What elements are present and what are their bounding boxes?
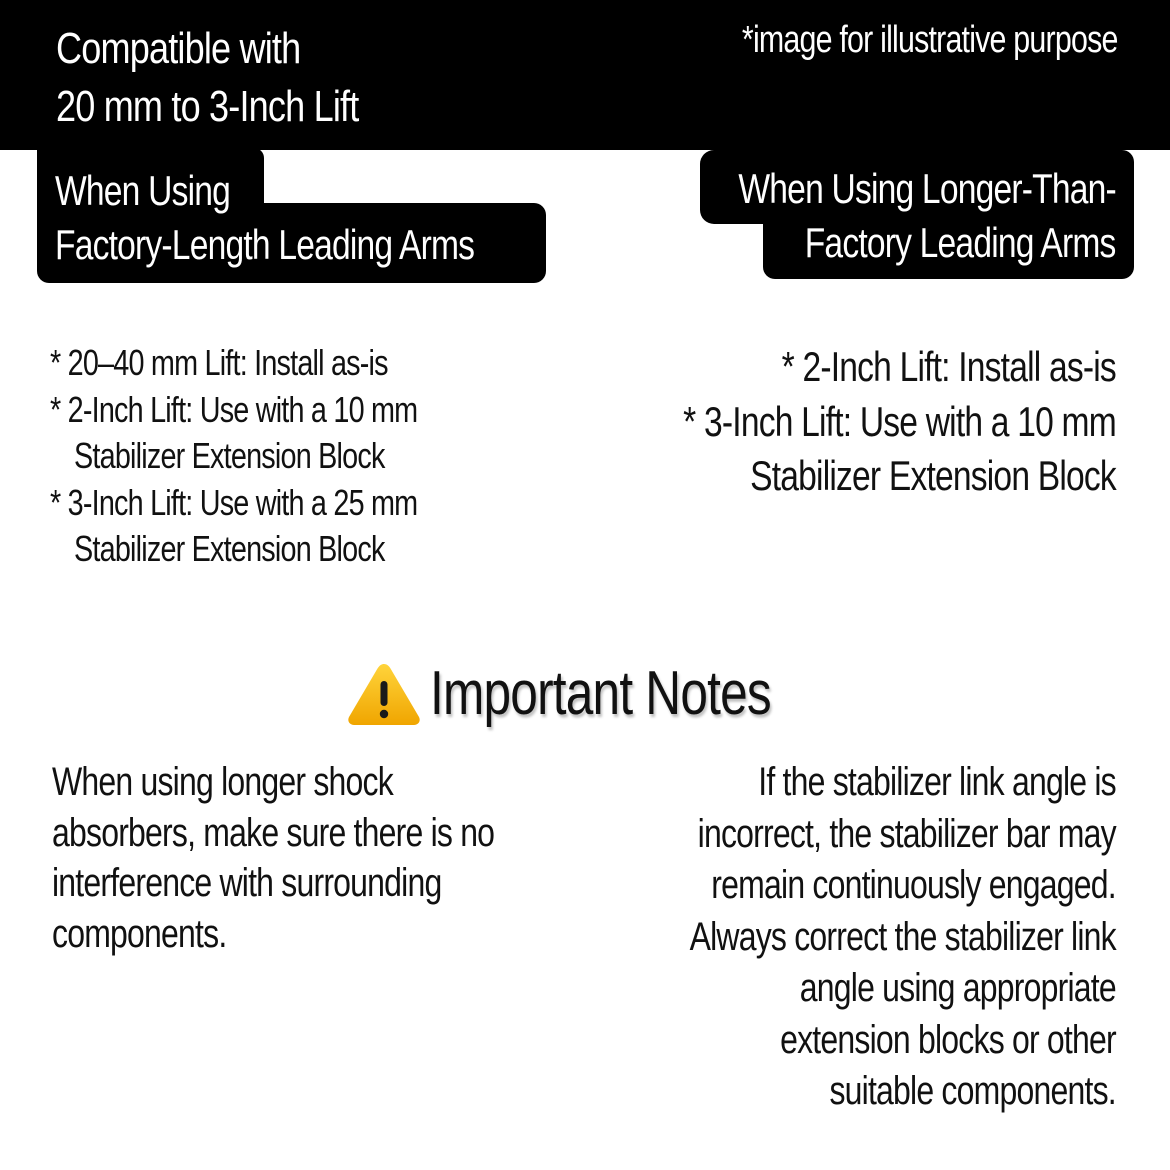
right-tab-heading-line-2: Factory Leading Arms bbox=[805, 219, 1116, 266]
list-item-text: 20–40 mm Lift: Install as-is bbox=[67, 342, 388, 383]
list-item-text: 3-Inch Lift: Use with a 25 mm bbox=[67, 481, 418, 523]
warning-icon bbox=[346, 661, 422, 727]
note-line: suitable components. bbox=[829, 1069, 1116, 1113]
note-line: incorrect, the stabilizer bar may bbox=[697, 811, 1116, 856]
list-item bbox=[683, 340, 1116, 395]
left-tab-heading-line-2: Factory-Length Leading Arms bbox=[55, 221, 475, 268]
compatibility-title-line-1: Compatible with bbox=[56, 24, 301, 73]
bullet-asterisk: * bbox=[781, 343, 794, 390]
important-notes-title: Important Notes bbox=[430, 659, 771, 728]
note-line: extension blocks or other bbox=[780, 1017, 1116, 1062]
note-line: components. bbox=[52, 911, 227, 956]
stabilizer-angle-note bbox=[583, 757, 1116, 1118]
bullet-asterisk: * bbox=[683, 397, 696, 445]
note-line: absorbers, make sure there is no bbox=[52, 810, 495, 855]
list-item bbox=[50, 480, 417, 527]
note-line: angle using appropriate bbox=[799, 966, 1116, 1010]
note-line: When using longer shock bbox=[52, 760, 393, 804]
list-item bbox=[50, 387, 417, 434]
note-line: remain continuously engaged. bbox=[711, 863, 1116, 907]
shock-absorber-note bbox=[52, 757, 605, 959]
left-tab-heading-line-1: When Using bbox=[55, 167, 231, 214]
list-item-text: 3-Inch Lift: Use with a 10 mm bbox=[704, 397, 1116, 445]
bullet-asterisk: * bbox=[50, 481, 61, 523]
illustrative-disclaimer: *image for illustrative purpose bbox=[742, 19, 1118, 61]
list-item-continuation: Stabilizer Extension Block bbox=[74, 435, 385, 476]
right-tab-heading-line-1: When Using Longer-Than- bbox=[738, 165, 1116, 212]
list-item bbox=[50, 340, 417, 387]
list-item-continuation: Stabilizer Extension Block bbox=[74, 528, 385, 569]
bullet-asterisk: * bbox=[50, 342, 61, 383]
longer-arms-lift-list bbox=[575, 340, 1116, 504]
list-item-text: 2-Inch Lift: Use with a 10 mm bbox=[67, 388, 418, 430]
list-item-continuation: Stabilizer Extension Block bbox=[750, 452, 1116, 499]
bullet-asterisk: * bbox=[50, 388, 61, 430]
factory-arms-lift-list bbox=[50, 340, 509, 573]
list-item-text: 2-Inch Lift: Install as-is bbox=[802, 343, 1116, 390]
note-line: Always correct the stabilizer link bbox=[689, 914, 1116, 959]
list-item bbox=[683, 395, 1116, 450]
note-line: interference with surrounding bbox=[52, 861, 442, 905]
important-notes-heading bbox=[346, 654, 856, 734]
compatibility-title bbox=[56, 20, 358, 136]
note-line: If the stabilizer link angle is bbox=[758, 760, 1116, 804]
compatibility-title-line-2: 20 mm to 3-Inch Lift bbox=[56, 82, 359, 131]
